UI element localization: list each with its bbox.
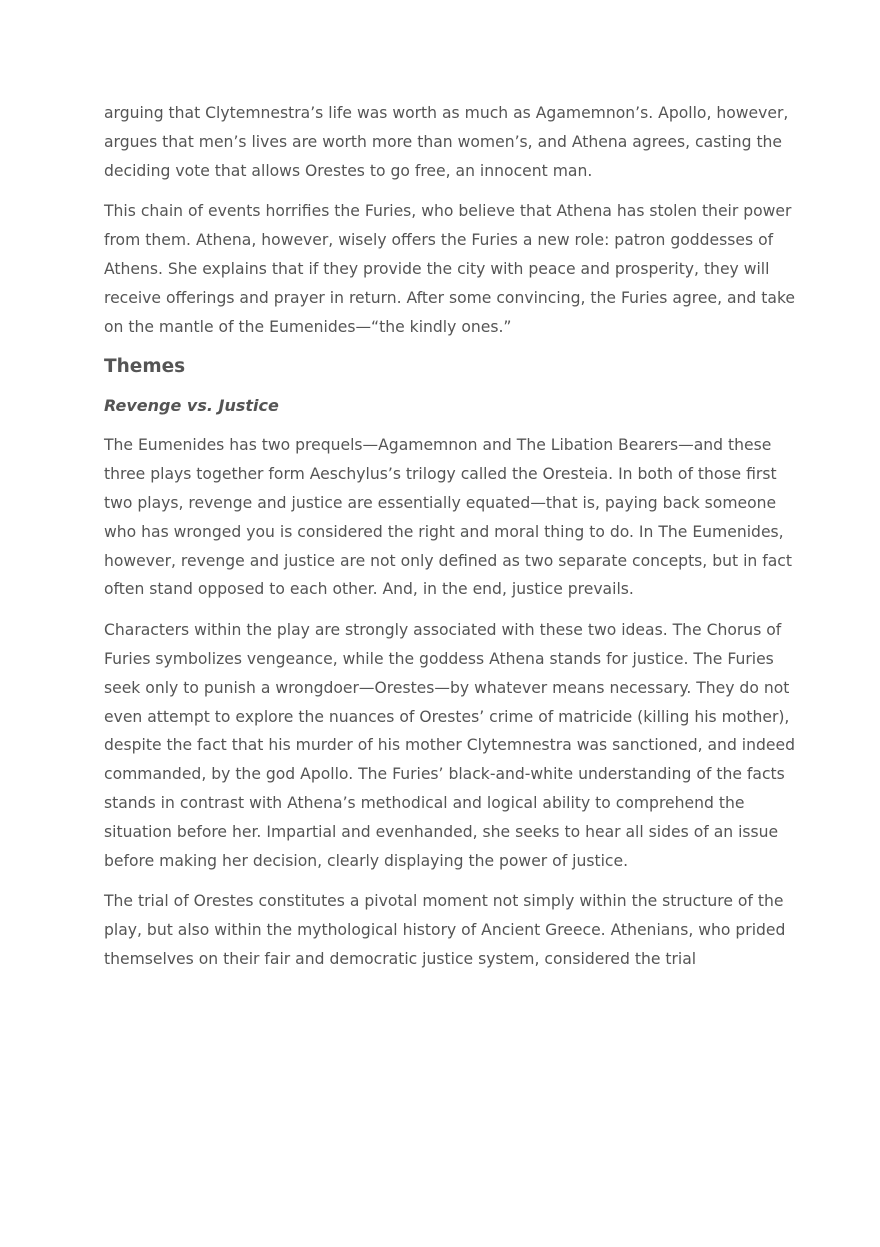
intro-paragraph-1: arguing that Clytemnestra’s life was worth as much as Agamemnon’s. Apollo, however, argues that men’s lives are worth more than women’s, and Athena agrees, casting the deciding vote that allows Orestes to go free, an innocent man.	[104, 104, 789, 180]
document-page	[104, 99, 804, 986]
section-heading: Themes	[104, 356, 186, 378]
body-paragraph-1: The Eumenides has two prequels—Agamemnon and The Libation Bearers—and these three plays together form Aeschylus’s trilogy called the Oresteia. In both of those first two plays, revenge and justice are essentially equated—that is, paying back someone who has wronged you is considered the right and moral thing to do. In The Eumenides, however, revenge and justice are not only defined as two separate concepts, but in fact often stand opposed to each other. And, in the end, justice prevails.	[104, 436, 792, 599]
body-paragraph-3: The trial of Orestes constitutes a pivotal moment not simply within the structure of the play, but also within the mythological history of Ancient Greece. Athenians, who prided themselves on their fair and democratic justice system, considered the trial	[104, 892, 786, 968]
section-subheading: Revenge vs. Justice	[104, 396, 279, 416]
body-paragraph-2: Characters within the play are strongly associated with these two ideas. The Chorus of Furies symbolizes vengeance, while the goddess Athena stands for justice. The Furies seek only to punish a wrongdoer—Orestes—by whatever means necessary. They do not even attempt to explore the nuances of Orestes’ crime of matricide (killing his mother), despite the fact that his murder of his mother Clytemnestra was sanctioned, and indeed commanded, by the god Apollo. The Furies’ black-and-white understanding of the facts stands in contrast with Athena’s methodical and logical ability to comprehend the situation before her. Impartial and evenhanded, she seeks to hear all sides of an issue before making her decision, clearly displaying the power of justice.	[104, 621, 795, 870]
intro-paragraph-2: This chain of events horrifies the Furies, who believe that Athena has stolen their power from them. Athena, however, wisely offers the Furies a new role: patron goddesses of Athens. She explains that if they provide the city with peace and prosperity, they will receive offerings and prayer in return. After some convincing, the Furies agree, and take on the mantle of the Eumenides—“the kindly ones.”	[104, 202, 796, 336]
